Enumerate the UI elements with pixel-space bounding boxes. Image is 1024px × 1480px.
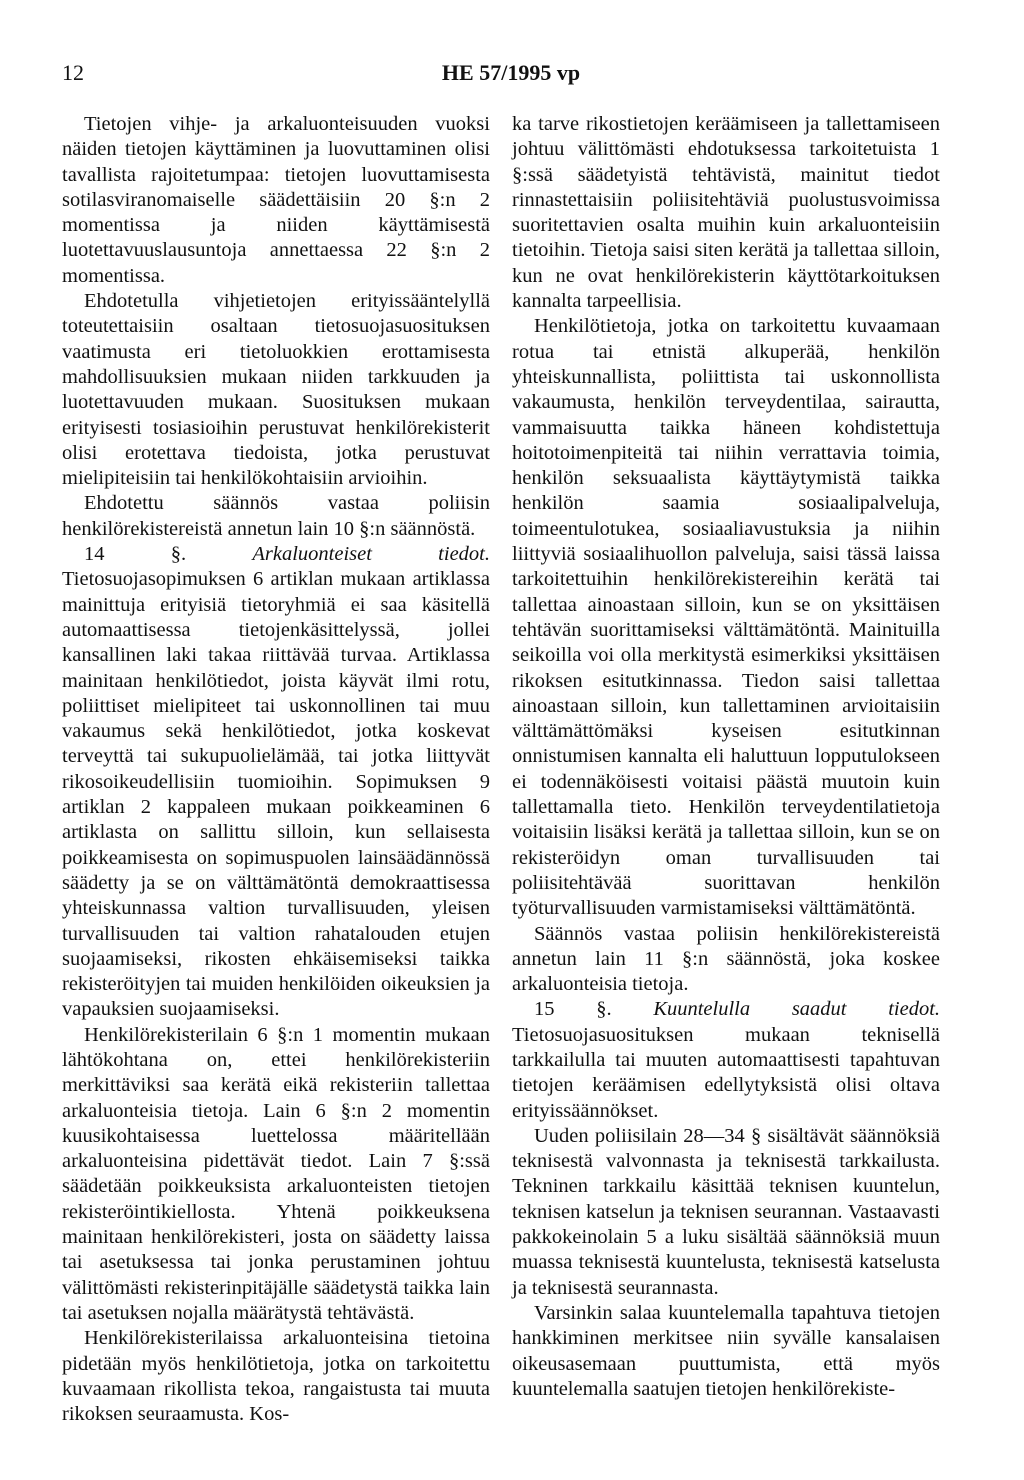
section-number: 15 §. (534, 998, 612, 1021)
left-column (62, 112, 490, 1427)
paragraph: Varsinkin salaa kuuntelemalla tapahtuva tietojen hankkiminen merkitsee niin syvälle kansalaisen oikeusasemaan puuttumista, että myös kuuntelemalla saatujen tietojen henkilörekiste- (512, 1301, 940, 1400)
page-header (62, 60, 960, 90)
paragraph: Ehdotetulla vihjetietojen erityissääntelyllä toteutettaisiin osaltaan tietosuojasuosituksen vaatimusta eri tietoluokkien erottamisesta mahdollisuuksien mukaan niiden tarkkuuden ja luotettavuuden mukaan. Suosituksen mukaan erityisesti tosiasioihin perustuvat henkilörekisterit olisi erotettava tiedoista, jotka perustuvat mielipiteisiin tai henkilökohtaisiin arvioihin. (62, 290, 490, 490)
section-text: Tietosuojasopimuksen 6 artiklan mukaan artiklassa mainittuja erityisiä tietoryhmiä ei saa käsitellä automaattisessa tietojenkäsittelyssä, jollei kansallinen laki takaa riittävää turvaa. Artiklassa mainitaan henkilötiedot, joista käyvät ilmi rotu, poliittiset mielipiteet tai uskonnollinen tai muu vakaumus sekä henkilötiedot, jotka koskevat terveyttä tai sukupuolielämää, tai jotka liittyvät rikosoikeudellisiin tuomioihin. Sopimuksen 9 artiklan 2 kappaleen mukaan poikkeaminen 6 artiklasta on sallittu silloin, kun sellaisesta poikkeamisesta on sopimuspuolen lainsäädännössä säädetty ja se on välttämätöntä demokraattisessa yhteiskunnassa valtion turvallisuuden, yleisen turvallisuuden tai valtion rahatalouden etujen suojaamiseksi, rikosten ehkäisemiseksi taikka rekisteröityjen tai muiden henkilöiden oikeuksien ja vapauksien suojaamiseksi. (62, 568, 490, 1021)
paragraph: Säännös vastaa poliisin henkilörekistereistä annetun lain 11 §:n säännöstä, joka koskee arkaluonteisia tietoja. (512, 922, 940, 996)
paragraph: Tietojen vihje- ja arkaluonteisuuden vuoksi näiden tietojen käyttäminen ja luovuttaminen olisi tavallista rajoitetumpaa: tietojen luovuttamisesta sotilasviranomaiselle säädettäisiin 20 §:n 2 momentissa ja niiden käyttämisestä luotettavuuslausuntoja annettaessa 22 §:n 2 momentissa. (62, 113, 490, 287)
section-title: Kuuntelulla saadut tiedot. (653, 998, 941, 1021)
section-15-paragraph (512, 997, 940, 1123)
paragraph: Ehdotettu säännös vastaa poliisin henkilörekistereistä annetun lain 10 §:n säännöstä. (62, 492, 490, 540)
paragraph: Henkilörekisterilain 6 §:n 1 momentin mukaan lähtökohtana on, ettei henkilörekisteriin merkittäviksi saa kerätä eikä rekisteriin tallettaa arkaluonteisia tietoja. Lain 6 §:n 2 momentin kuusikohtaisessa luettelossa määritellään arkaluonteisina pidettävät tiedot. Lain 7 §:ssä säädetään poikkeuksista arkaluonteisten tietojen rekisteröintikiellosta. Yhtenä poikkeuksena mainitaan henkilörekisteri, josta on säädetty laissa tai asetuksessa tai jonka perustaminen johtuu välittömästi rekisterinpitäjälle säädetystä taikka lain tai asetuksen nojalla määrätystä tehtävästä. (62, 1023, 490, 1324)
page-number: 12 (62, 60, 84, 85)
section-text: Tietosuojasuosituksen mukaan teknisellä tarkkailulla tai muuten automaattisesti tapahtuvan tietojen keräämisen edellytyksistä olisi oltava erityissäännökset. (512, 1023, 940, 1122)
document-id: HE 57/1995 vp (441, 60, 581, 85)
paragraph-continued: ka tarve rikostietojen keräämiseen ja tallettamiseen johtuu välittömästi ehdotuksessa tarkoitetuista 1 §:ssä säädetyistä tehtävistä, mainitut tiedot rinnastettaisiin poliisitehtäviä puolustusvoimissa suoritettavien osalta muihin kuin arkaluonteisiin tietoihin. Tietoja saisi siten kerätä ja tallettaa silloin, kun ne ovat henkilörekisterin käyttötarkoituksen kannalta tarpeellisia. (512, 113, 940, 313)
section-14-paragraph (62, 542, 490, 1023)
paragraph: Uuden poliisilain 28—34 § sisältävät säännöksiä teknisestä valvonnasta ja teknisestä tarkkailusta. Tekninen tarkkailu käsittää teknisen kuuntelun, teknisen katselun ja teknisen seurannan. Vastaavasti pakkokeinolain 5 a luku sisältää säännöksiä muun muassa teknisestä kuuntelusta, teknisestä katselusta ja teknisestä seurannasta. (512, 1124, 940, 1299)
section-number: 14 §. (84, 543, 187, 566)
paragraph: Henkilörekisterilaissa arkaluonteisina tietoina pidetään myös henkilötietoja, jotka on tarkoitettu kuvaamaan rikollista tekoa, rangaistusta tai muuta rikoksen seuraamusta. Kos- (62, 1327, 490, 1426)
right-column (512, 112, 940, 1402)
paragraph: Henkilötietoja, jotka on tarkoitettu kuvaamaan rotua tai etnistä alkuperää, henkilön yhteiskunnallista, poliittista tai uskonnollista vakaumusta, henkilön terveydentilaa, sairautta, vammaisuutta taikka häneen kohdistettuja hoitotoimenpiteitä tai niihin verrattavia toimia, henkilön seksuaalista käyttäytymistä taikka henkilön saamia sosiaalipalveluja, toimeentulotukea, sosiaaliavustuksia ja niihin liittyviä sosiaalihuollon palveluja, saisi tässä laissa tarkoitettuihin henkilörekistereihin kerätä tai tallettaa ainoastaan silloin, kun se on yksittäisen tehtävän suorittamiseksi välttämätöntä. Mainituilla seikoilla voi olla merkitystä esimerkiksi yksittäisen rikoksen esitutkinnassa. Tiedon saisi tallettaa ainoastaan silloin, kun tallettaminen arvioitaisiin välttämättömäksi kyseisen esitutkinnan onnistumisen kannalta eli haluttuun lopputulokseen ei todennäköisesti voitaisi päästä muutoin kuin tallettamalla tieto. Henkilön terveydentilatietoja voitaisiin lisäksi kerätä ja tallettaa silloin, kun se on rekisteröidyn oman turvallisuuden tai poliisitehtävää suorittavan henkilön työturvallisuuden varmistamiseksi välttämätöntä. (512, 315, 940, 920)
section-title: Arkaluonteiset tiedot. (252, 543, 490, 566)
